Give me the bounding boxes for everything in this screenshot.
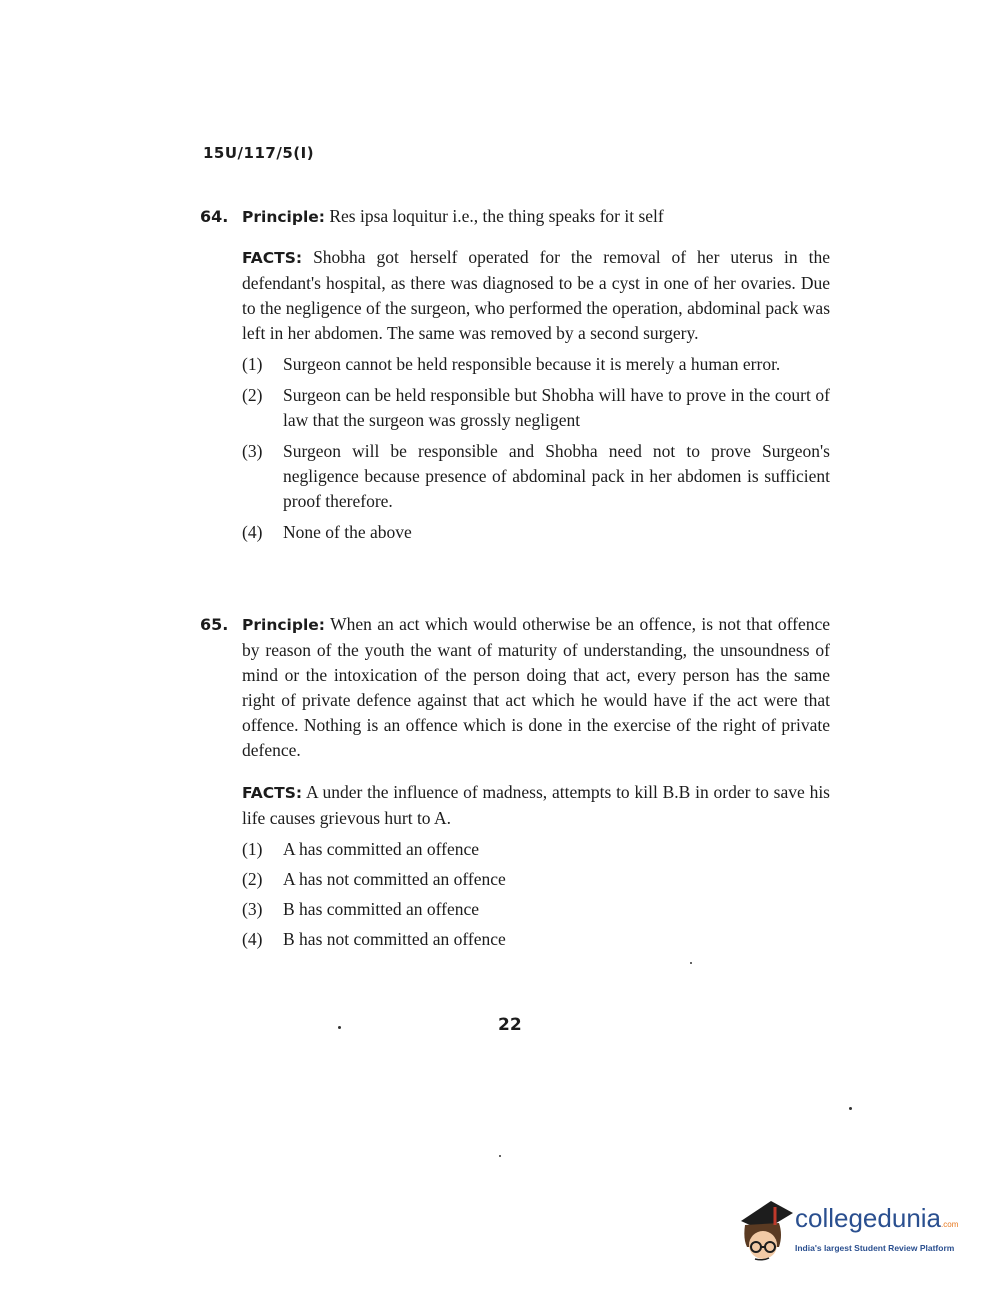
facts-paragraph — [242, 780, 830, 831]
option-2 — [242, 383, 830, 433]
collegedunia-watermark — [735, 1195, 965, 1265]
principle-text: Res ipsa loquitur i.e., the thing speaks for it self — [329, 206, 664, 226]
brand-name — [795, 1203, 958, 1234]
option-text: Surgeon cannot be held responsible because it is merely a human error. — [283, 354, 781, 374]
option-number: (4) — [242, 929, 263, 949]
option-1 — [242, 352, 830, 377]
facts-paragraph — [242, 245, 830, 346]
scan-speck — [499, 1155, 501, 1157]
principle-label: Principle: — [242, 616, 325, 634]
option-number: (1) — [242, 354, 263, 374]
brand-suffix: .com — [941, 1220, 959, 1229]
mascot-graduation-cap-icon — [735, 1195, 793, 1265]
facts-label: FACTS: — [242, 249, 303, 267]
principle-paragraph — [242, 612, 830, 763]
principle-text: When an act which would otherwise be an offence, is not that offence by reason of the youth the want of maturity of understanding, the unsoundness of mind or the intoxication of the person doing that act, every person has the same right of private defence against that act which he would have if the act were that offence. Nothing is an offence which is done in the exercise of the right of private defence. — [242, 614, 830, 760]
principle-line — [242, 204, 830, 230]
question-64 — [200, 204, 830, 545]
brand-text: collegedunia — [795, 1203, 942, 1233]
option-4 — [242, 927, 830, 952]
option-text: Surgeon can be held responsible but Shobha will have to prove in the court of law that the surgeon was grossly negligent — [283, 385, 830, 430]
paper-code: 15U/117/5(I) — [203, 144, 315, 162]
option-4 — [242, 520, 830, 545]
option-text: A has committed an offence — [283, 839, 480, 859]
option-3 — [242, 439, 830, 514]
principle-label: Principle: — [242, 208, 325, 226]
option-2 — [242, 867, 830, 892]
facts-label: FACTS: — [242, 784, 303, 802]
option-text: B has committed an offence — [283, 899, 480, 919]
question-65 — [200, 612, 830, 952]
scan-speck — [690, 962, 692, 964]
option-number: (2) — [242, 869, 263, 889]
option-number: (3) — [242, 899, 263, 919]
option-text: A has not committed an offence — [283, 869, 506, 889]
option-text: None of the above — [283, 522, 412, 542]
option-3 — [242, 897, 830, 922]
brand-tagline: India's largest Student Review Platform — [795, 1243, 955, 1253]
option-number: (4) — [242, 522, 263, 542]
facts-text: Shobha got herself operated for the removal of her uterus in the defendant's hospital, as there was diagnosed to be a cyst in one of her ovaries. Due to the negligence of the surgeon, who performed the operation, abdominal pack was left in her abdomen. The same was removed by a second surgery. — [242, 247, 830, 343]
option-number: (3) — [242, 441, 263, 461]
scan-speck — [849, 1107, 852, 1110]
option-text: B has not committed an offence — [283, 929, 506, 949]
option-text: Surgeon will be responsible and Shobha need not to prove Surgeon's negligence because presence of abdominal pack in her abdomen is sufficient proof therefore. — [283, 441, 830, 511]
question-number: 64. — [200, 207, 229, 226]
scan-speck — [338, 1026, 341, 1029]
option-number: (1) — [242, 839, 263, 859]
option-number: (2) — [242, 385, 263, 405]
question-number: 65. — [200, 615, 229, 634]
option-1 — [242, 837, 830, 862]
facts-text: A under the influence of madness, attempts to kill B.B in order to save his life causes grievous hurt to A. — [242, 782, 830, 828]
page-number: 22 — [498, 1015, 522, 1035]
